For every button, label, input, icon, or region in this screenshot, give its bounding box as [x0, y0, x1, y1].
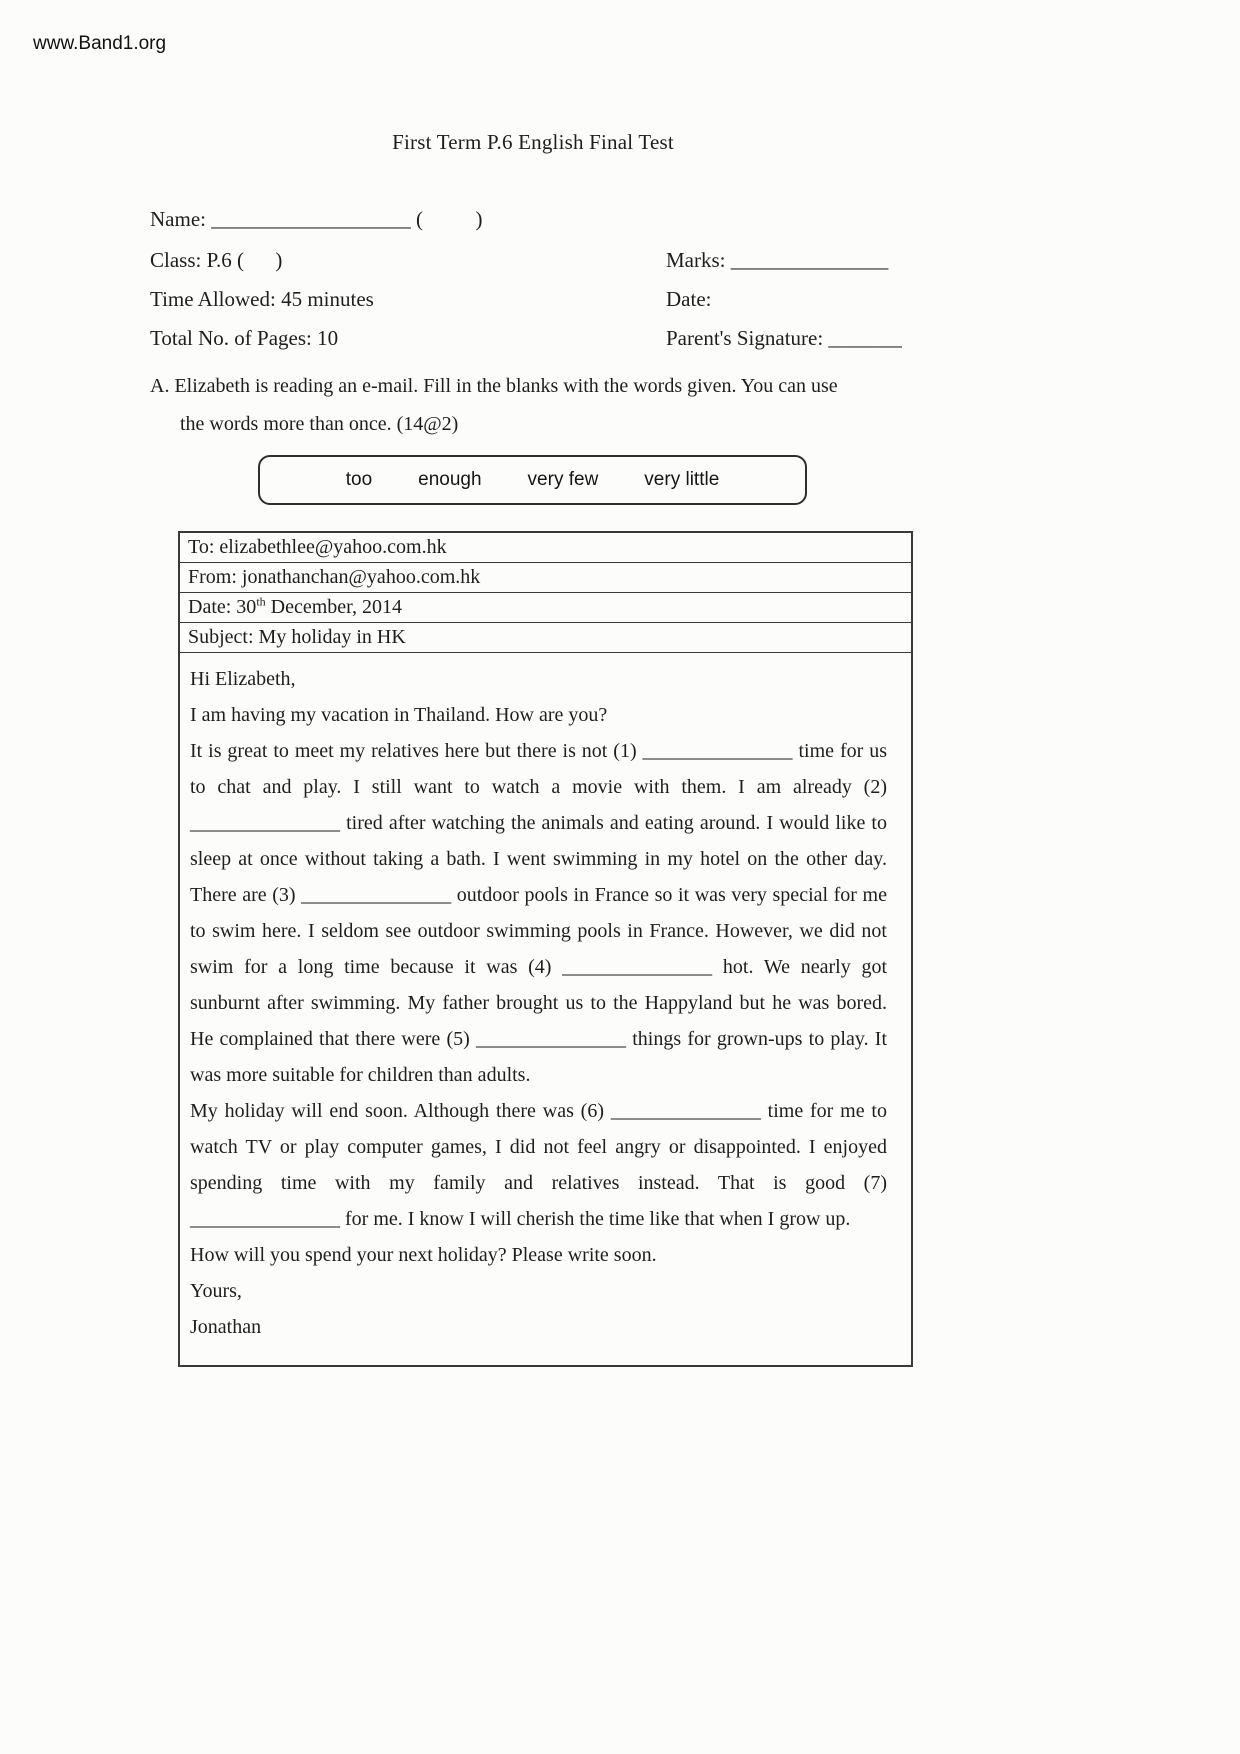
- email-signature: Jonathan: [190, 1316, 262, 1338]
- document-content: [150, 130, 916, 1367]
- email-box: [178, 531, 913, 1367]
- email-from-row: From: jonathanchan@yahoo.com.hk: [180, 563, 911, 593]
- email-date-row: [180, 593, 911, 623]
- email-paragraph: How will you spend your next holiday? Please write soon.: [190, 1244, 657, 1266]
- email-paragraph: My holiday will end soon. Although there was (6) _______________ time for me to watch TV or play computer games, I did not feel angry or disappointed. I enjoyed spending time with my family and relatives instead. That is good (7) _______________ for me. I know I will cherish the time like that when I grow up.: [190, 1100, 887, 1230]
- email-paragraph: I am having my vacation in Thailand. How are you?: [190, 704, 608, 726]
- email-subject-row: Subject: My holiday in HK: [180, 623, 911, 653]
- email-closing: Yours,: [190, 1280, 242, 1302]
- total-pages-field: Total No. of Pages: 10: [150, 326, 339, 350]
- page-title: First Term P.6 English Final Test: [392, 130, 674, 154]
- word-option-enough: enough: [418, 469, 482, 490]
- word-bank-box: [258, 455, 807, 505]
- word-option-very-little: very little: [644, 469, 720, 490]
- instruction-line-1: A. Elizabeth is reading an e-mail. Fill in the blanks with the words given. You can use: [150, 375, 838, 397]
- word-option-too: too: [345, 469, 373, 490]
- date-field: Date:: [666, 287, 712, 311]
- info-left-column: [150, 248, 666, 365]
- instruction-line-2: the words more than once. (14@2): [180, 413, 459, 435]
- parent-signature-field: Parent's Signature: _______: [666, 326, 902, 350]
- time-allowed-field: Time Allowed: 45 minutes: [150, 287, 374, 311]
- word-option-very-few: very few: [527, 469, 599, 490]
- email-greeting: Hi Elizabeth,: [190, 668, 296, 690]
- email-date-ordinal: th: [256, 594, 266, 609]
- marks-field: Marks: _______________: [666, 248, 889, 272]
- email-to-row: To: elizabethlee@yahoo.com.hk: [180, 533, 911, 563]
- section-a-instructions: [150, 367, 916, 443]
- email-body: [180, 653, 911, 1365]
- email-paragraph: It is great to meet my relatives here but there is not (1) _______________ time for us to chat and play. I still want to watch a movie with them. I am already (2) _______________ tired after watching the animals and eating around. I would like to sleep at once without taking a bath. I went swimming in my hotel on the other day. There are (3) _______________ outdoor pools in France so it was very special for me to swim here. I seldom see outdoor swimming pools in France. However, we did not swim for a long time because it was (4) _______________ hot. We nearly got sunburnt after swimming. My father brought us to the Happyland but he was bored. He complained that there were (5) _______________ things for grown-ups to play. It was more suitable for children than adults.: [190, 740, 887, 1086]
- email-date-prefix: Date: 30: [188, 596, 257, 618]
- class-field: Class: P.6 ( ): [150, 248, 283, 272]
- info-section: [150, 248, 916, 365]
- site-url: www.Band1.org: [33, 33, 167, 54]
- email-date-rest: December, 2014: [265, 596, 403, 618]
- info-right-column: [666, 248, 916, 365]
- name-field: Name: ___________________ ( ): [150, 207, 483, 231]
